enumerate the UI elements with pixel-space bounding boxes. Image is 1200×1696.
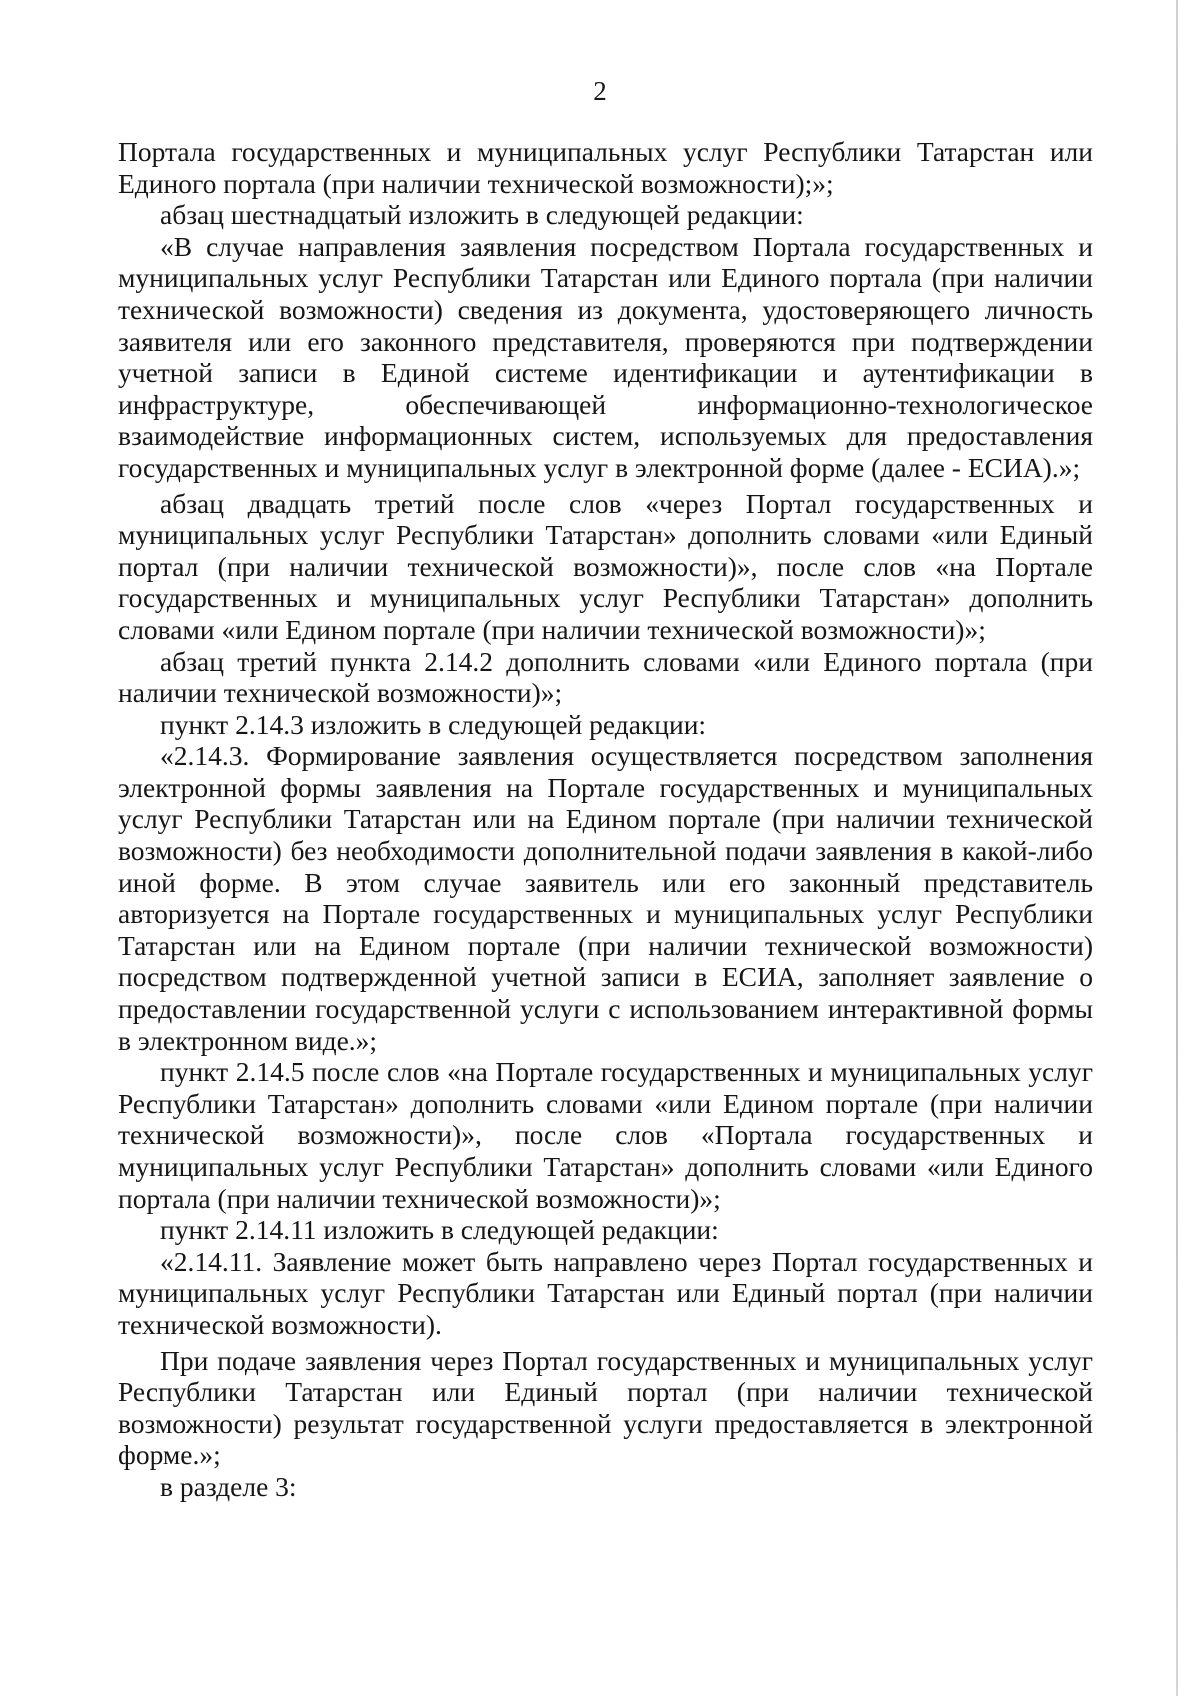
- paragraph: При подаче заявления через Портал государственных и муниципальных услуг Республики Татарстан или Единый портал (при наличии технической возможности) результат государственной услуги предоставляется в электронной форме.»;: [118, 1344, 1093, 1471]
- document-body: [118, 136, 1093, 1503]
- paragraph: пункт 2.14.3 изложить в следующей редакции:: [160, 708, 707, 740]
- scan-edge: [1176, 0, 1178, 1696]
- paragraph: пункт 2.14.11 изложить в следующей редакции:: [160, 1214, 719, 1246]
- paragraph: «В случае направления заявления посредством Портала государственных и муниципальных услуг Республики Татарстан или Единого портала (при наличии технической возможности) сведения из документа, удостоверяющего личность заявителя или его законного представителя, проверяются при подтверждении учетной записи в Единой системе идентификации и аутентификации в инфраструктуре, обеспечивающей информационно-технологическое взаимодействие информационных систем, используемых для предоставления государственных и муниципальных услуг в электронной форме (далее - ЕСИА).»;: [118, 230, 1093, 483]
- paragraph: «2.14.3. Формирование заявления осуществляется посредством заполнения электронной формы заявления на Портале государственных и муниципальных услуг Республики Татарстан или на Едином портале (при наличии технической возможности) без необходимости дополнительной подачи заявления в какой-либо иной форме. В этом случае заявитель или его законный представитель авторизуется на Портале государственных и муниципальных услуг Республики Татарстан или на Едином портале (при наличии технической возможности) посредством подтвержденной учетной записи в ЕСИА, заполняет заявление о предоставлении государственной услуги с использованием интерактивной формы в электронном виде.»;: [118, 740, 1093, 1056]
- paragraph: абзац шестнадцатый изложить в следующей редакции:: [160, 199, 804, 231]
- paragraph: абзац третий пункта 2.14.2 дополнить словами «или Единого портала (при наличии технической возможности)»;: [118, 645, 1093, 709]
- paragraph: пункт 2.14.5 после слов «на Портале государственных и муниципальных услуг Республики Татарстан» дополнить словами «или Едином портале (при наличии технической возможности)», после слов «Портала государственных и муниципальных услуг Республики Татарстан» дополнить словами «или Единого портала (при наличии технической возможности)»;: [118, 1056, 1093, 1214]
- paragraph: «2.14.11. Заявление может быть направлено через Портал государственных и муниципальных услуг Республики Татарстан или Единый портал (при наличии технической возможности).: [118, 1245, 1093, 1340]
- paragraph-continuation: Портала государственных и муниципальных услуг Республики Татарстан или Единого портала (при наличии технической возможности);»;: [118, 136, 1093, 199]
- paragraph: в разделе 3:: [160, 1470, 297, 1502]
- page-number: 2: [593, 76, 607, 106]
- paragraph: абзац двадцать третий после слов «через Портал государственных и муниципальных услуг Республики Татарстан» дополнить словами «или Единый портал (при наличии технической возможности)», после слов «на Портале государственных и муниципальных услуг Республики Татарстан» дополнить словами «или Едином портале (при наличии технической возможности)»;: [118, 487, 1093, 645]
